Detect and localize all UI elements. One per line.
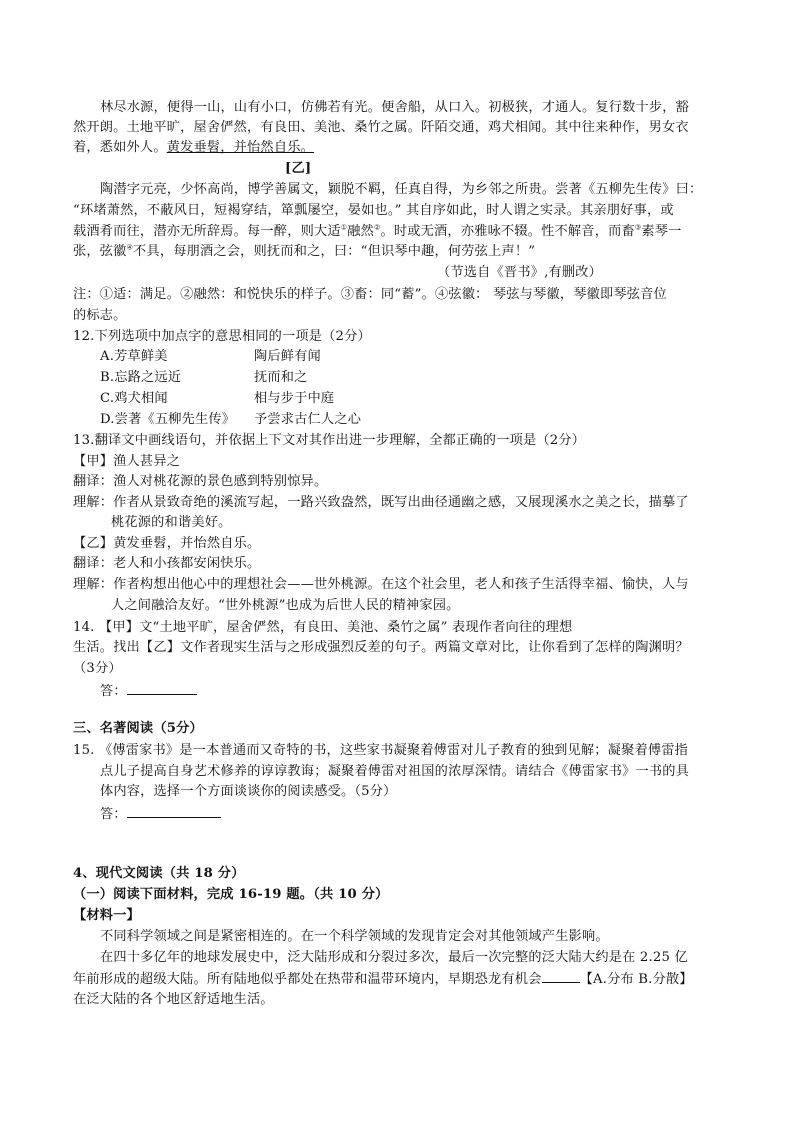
q13-jia-understanding-2: 桃花源的和谐美好。 [111, 515, 232, 530]
q13-yi-translation: 翻译：老人和小孩都安闲快乐。 [73, 556, 261, 571]
q13-jia-understanding-1: 理解：作者从景致奇绝的溪流写起，一路兴致盎然，既写出曲径通幽之感，又展现溪水之美之长，描摹了 [73, 495, 689, 510]
q13-jia-translation: 翻译：渔人对桃花源的景色感到特别惊异。 [73, 474, 328, 489]
q12-option-b-pair: 抚而和之 [254, 370, 308, 385]
q14-answer [100, 682, 197, 701]
q15-answer-label: 答： [100, 807, 127, 822]
material-1-label: 【材料一】 [73, 908, 140, 923]
q12-option-b: B.忘路之远近 [100, 370, 182, 385]
q15-answer-blank[interactable] [127, 805, 221, 818]
q13-yi-label: 【乙】黄发垂髫，并怡然自乐。 [73, 536, 261, 551]
yi-line-1: 陶潜字元亮，少怀高尚，博学善属文，颖脱不羁，任真自得，为乡邻之所贵。尝著《五柳先生传》曰： [100, 182, 703, 197]
q14-line-1: 14. 【甲】文“土地平旷，屋舍俨然，有良田、美池、桑竹之属” 表现作者向往的理想 [73, 620, 573, 635]
material-1-para-2-line-2 [73, 970, 693, 989]
q12-stem: 12.下列选项中加点字的意思相同的一项是（2分） [73, 329, 371, 344]
q14-line-2: 生活。找出【乙】文作者现实生活与之形成强烈反差的句子。两篇文章对比，让你看到了怎样的陶渊明？ [73, 640, 689, 655]
q12-option-c: C.鸡犬相闻 [100, 391, 168, 406]
yi-line-4-a: 张，弦徽 [73, 244, 127, 259]
yi-line-4 [73, 243, 535, 261]
q12-option-c-pair: 相与步于中庭 [254, 391, 335, 406]
section-4-heading: 4、现代文阅读（共 18 分） [73, 866, 245, 881]
q13-yi-understanding-2: 人之间融洽友好。“世外桃源”也成为后世人民的精神家园。 [111, 598, 460, 613]
q12-option-a-pair: 陶后鲜有闻 [254, 349, 321, 364]
word-choice-options: 【A.分布 B.分散】 [579, 972, 693, 987]
notes-line-1: 注：①适：满足。②融然：和悦快乐的样子。③畜：同“蓄”。④弦徽： 琴弦与琴徽，琴徽即琴弦音位 [73, 287, 667, 302]
footnote-marker-3: ③ [634, 223, 642, 232]
q14-answer-label: 答： [100, 684, 127, 699]
notes-line-2: 的标志。 [73, 308, 127, 323]
q15-line-2: 点儿子提高自身艺术修养的谆谆教诲；凝聚着傅雷对祖国的浓厚深情。请结合《傅雷家书》一书的具 [100, 764, 690, 779]
yi-line-4-b: 不具，每朋酒之会，则抚而和之，曰：“但识琴中趣，何劳弦上声！” [133, 244, 536, 259]
footnote-marker-1: ① [340, 223, 348, 232]
yi-line-3-c: 。时或无酒，亦雅咏不辍。性不解音，而畜 [380, 224, 635, 239]
jia-underlined-sentence: 黄发垂髫，并怡然自乐。 [166, 140, 314, 155]
q15-line-3: 体内容，选择一个方面谈谈你的阅读感受。（5分） [100, 784, 397, 799]
yi-source: （节选自《晋书》,有删改） [437, 265, 603, 280]
q12-option-d: D.尝著《五柳先生传》 [100, 412, 236, 427]
material-1-para-2-line-2-text: 年前形成的超级大陆。所有陆地似乎都处在热带和温带环境内，早期恐龙有机会 [73, 972, 542, 987]
material-1-para-2-line-1: 在四十多亿年的地球发展史中，泛大陆形成和分裂过多次，最后一次完整的泛大陆大约是在 2.25 亿 [100, 950, 688, 965]
section-4-subheading: （一）阅读下面材料，完成 16-19 题。（共 10 分） [73, 887, 389, 902]
jia-line-3-text: 着，悉如外人。 [73, 140, 167, 155]
footnote-marker-2: ② [374, 223, 381, 232]
yi-line-3-a: 载酒肴而往，潜亦无所辞焉。每一醉，则大适 [73, 224, 341, 239]
q12-option-a: A.芳草鲜美 [100, 349, 168, 364]
material-1-para-2-line-3: 在泛大陆的各个地区舒适地生活。 [73, 992, 274, 1007]
jia-line-2: 然开朗。土地平旷，屋舍俨然，有良田、美池、桑竹之属。阡陌交通，鸡犬相闻。其中往来种作，男女衣 [73, 120, 689, 135]
section-3-heading: 三、名著阅读（5分） [73, 721, 203, 736]
q15-answer [100, 805, 221, 824]
q14-line-3: （3分） [73, 661, 122, 676]
q12-option-d-pair: 予尝求古仁人之心 [254, 412, 362, 427]
yi-line-2: “环堵萧然，不蔽风日，短褐穿结，箪瓢屡空，晏如也。” 其自序如此，时人谓之实录。其亲朋好事，或 [73, 203, 674, 218]
yi-line-3 [73, 223, 682, 241]
yi-heading: [乙] [285, 161, 312, 176]
material-1-para-1: 不同科学领域之间是紧密相连的。在一个科学领域的发现肯定会对其他领域产生影响。 [100, 929, 609, 944]
q13-jia-label: 【甲】渔人甚异之 [73, 454, 181, 469]
yi-line-3-d: 素琴一 [641, 224, 682, 239]
footnote-marker-4: ④ [126, 243, 134, 252]
q13-yi-understanding-1: 理解：作者构想出他心中的理想社会——世外桃源。在这个社会里，老人和孩子生活得幸福、愉快，人与 [73, 577, 689, 592]
q14-answer-blank[interactable] [127, 682, 197, 695]
yi-line-3-b: 融然 [347, 224, 375, 239]
fill-in-blank[interactable] [542, 970, 580, 983]
jia-line-3 [73, 139, 314, 157]
jia-line-1: 林尽水源，便得一山，山有小口，仿佛若有光。便舍船，从口入。初极狭，才通人。复行数十步，豁 [100, 100, 690, 115]
q13-stem: 13.翻译文中画线语句，并依据上下文对其作出进一步理解，全都正确的一项是（2分） [73, 433, 586, 448]
q15-line-1: 15. 《傅雷家书》是一本普通而又奇特的书，这些家书凝聚着傅雷对儿子教育的独到见解；凝聚着傅雷指 [73, 743, 689, 758]
